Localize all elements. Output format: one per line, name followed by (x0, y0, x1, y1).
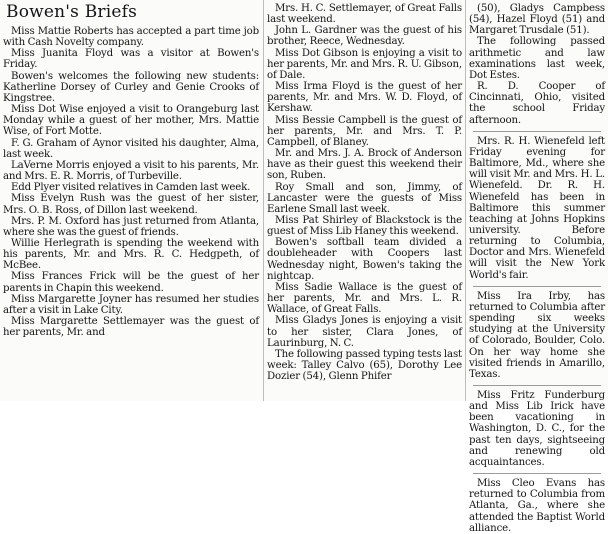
news-item: Miss Margarette Joyner has resumed her studies after a visit in Lake City. (3, 293, 259, 316)
news-item: LaVerne Morris enjoyed a visit to his parents, Mr. and Mrs. E. R. Morris, of Turbeville. (3, 159, 259, 183)
column-rule (465, 0, 466, 401)
column-3 (469, 3, 605, 534)
item-separator (473, 131, 601, 132)
news-item: Miss Cleo Evans has returned to Columbia from Atlanta, Ga., where she attended the Baptist World alliance. (469, 478, 605, 534)
news-item: Miss Pat Shirley of Blackstock is the guest of Miss Lib Haney this weekend. (267, 214, 462, 238)
news-item: Miss Margarette Settlemayer was the guest of her parents, Mr. and (3, 316, 259, 339)
news-item: Roy Small and son, Jimmy, of Lancaster were the guests of Miss Earlene Small last week. (267, 181, 462, 215)
headline: Bowen's Briefs (6, 2, 138, 22)
news-item: John L. Gardner was the guest of his brother, Reece, Wednesday. (267, 25, 462, 48)
news-item: (50), Gladys Campbess (54), Hazel Floyd (51) and Margaret Trusdale (51). (469, 3, 605, 37)
item-separator (473, 385, 601, 386)
news-item: Miss Frances Frick will be the guest of her parents in Chapin this weekend. (3, 271, 259, 294)
column-1 (3, 3, 259, 338)
item-separator (473, 286, 601, 287)
news-item: R. D. Cooper of Cincinnati, Ohio, visited the school Friday afternoon. (469, 81, 605, 126)
news-item: F. G. Graham of Aynor visited his daughter, Alma, last week. (3, 137, 259, 160)
item-separator (473, 473, 601, 474)
news-item: Miss Dot Gibson is enjoying a visit to her parents, Mr. and Mrs. R. U. Gibson, of Dale. (267, 47, 462, 81)
news-item: Miss Mattie Roberts has accepted a part time job with Cash Novelty company. (3, 26, 259, 49)
news-item: Miss Sadie Wallace is the guest of her parents, Mr. and Mrs. L. R. Wallace, of Great Falls. (267, 281, 462, 316)
news-item: Miss Juanita Floyd was a visitor at Bowen's Friday. (3, 48, 259, 71)
news-item: Bowen's softball team divided a doubleheader with Coopers last Wednesday night, Bowen's taking the nightcap. (267, 237, 462, 282)
news-item: The following passed typing tests last week: Talley Calvo (65), Dorothy Lee Dozier (54), Glenn Phifer (267, 348, 462, 383)
column-rule (263, 0, 264, 401)
news-item: Miss Fritz Funderburg and Miss Lib Irick have been vacationing in Washington, D. C., for the past ten days, sightseeing and renewing old acquaintances. (469, 390, 605, 468)
news-item: Miss Irma Floyd is the guest of her parents, Mr. and Mrs. W. D. Floyd, of Kershaw. (267, 81, 462, 115)
news-item: Miss Dot Wise enjoyed a visit to Orangeburg last Monday while a guest of her mother, Mrs. Mattie Wise, of Fort Motte. (3, 104, 259, 138)
news-item: The following passed arithmetic and law examinations last week, Dot Estes. (469, 36, 605, 81)
news-item: Miss Gladys Jones is enjoying a visit to her sister, Clara Jones, of Laurinburg, N. C. (267, 315, 462, 349)
news-item: Bowen's welcomes the following new students: Katherline Dorsey of Curley and Genie Crooks of Kingstree. (3, 70, 259, 104)
news-item: Willie Herlegrath is spending the weekend with his parents, Mr. and Mrs. R. C. Hedgpeth, of McBee. (3, 237, 259, 272)
column-2 (267, 3, 462, 382)
news-item: Miss Bessie Campbell is the guest of her parents, Mr. and Mrs. T. P. Campbell, of Blaney. (267, 114, 462, 148)
news-item: Edd Plyer visited relatives in Camden last week. (11, 182, 251, 194)
news-item: Mr. and Mrs. J. A. Brock of Anderson have as their guest this weekend their son, Ruben. (267, 148, 462, 182)
news-item: Miss Evelyn Rush was the guest of her sister, Mrs. O. B. Ross, of Dillon last weekend. (3, 193, 259, 216)
news-item: Mrs. R. H. Wienefeld left Friday evening for Baltimore, Md., where she will visit Mr. and Mrs. H. L. Wienefeld. Dr. R. H. Wienefeld has been in Baltimore this summer teaching at Johns Hopkins university. Before returning to Columbia, Doctor and Mrs. Wienefeld will visit the New York World's fair. (469, 135, 605, 281)
news-item: Miss Ira Irby, has returned to Columbia after spending six weeks studying at the University of Colorado, Boulder, Colo. On her way home she visited friends in Amarillo, Texas. (469, 290, 605, 380)
news-item: Mrs. H. C. Settlemayer, of Great Falls last weekend. (267, 3, 462, 26)
news-item: Mrs. P. M. Oxford has just returned from Atlanta, where she was the guest of friends. (3, 215, 259, 238)
